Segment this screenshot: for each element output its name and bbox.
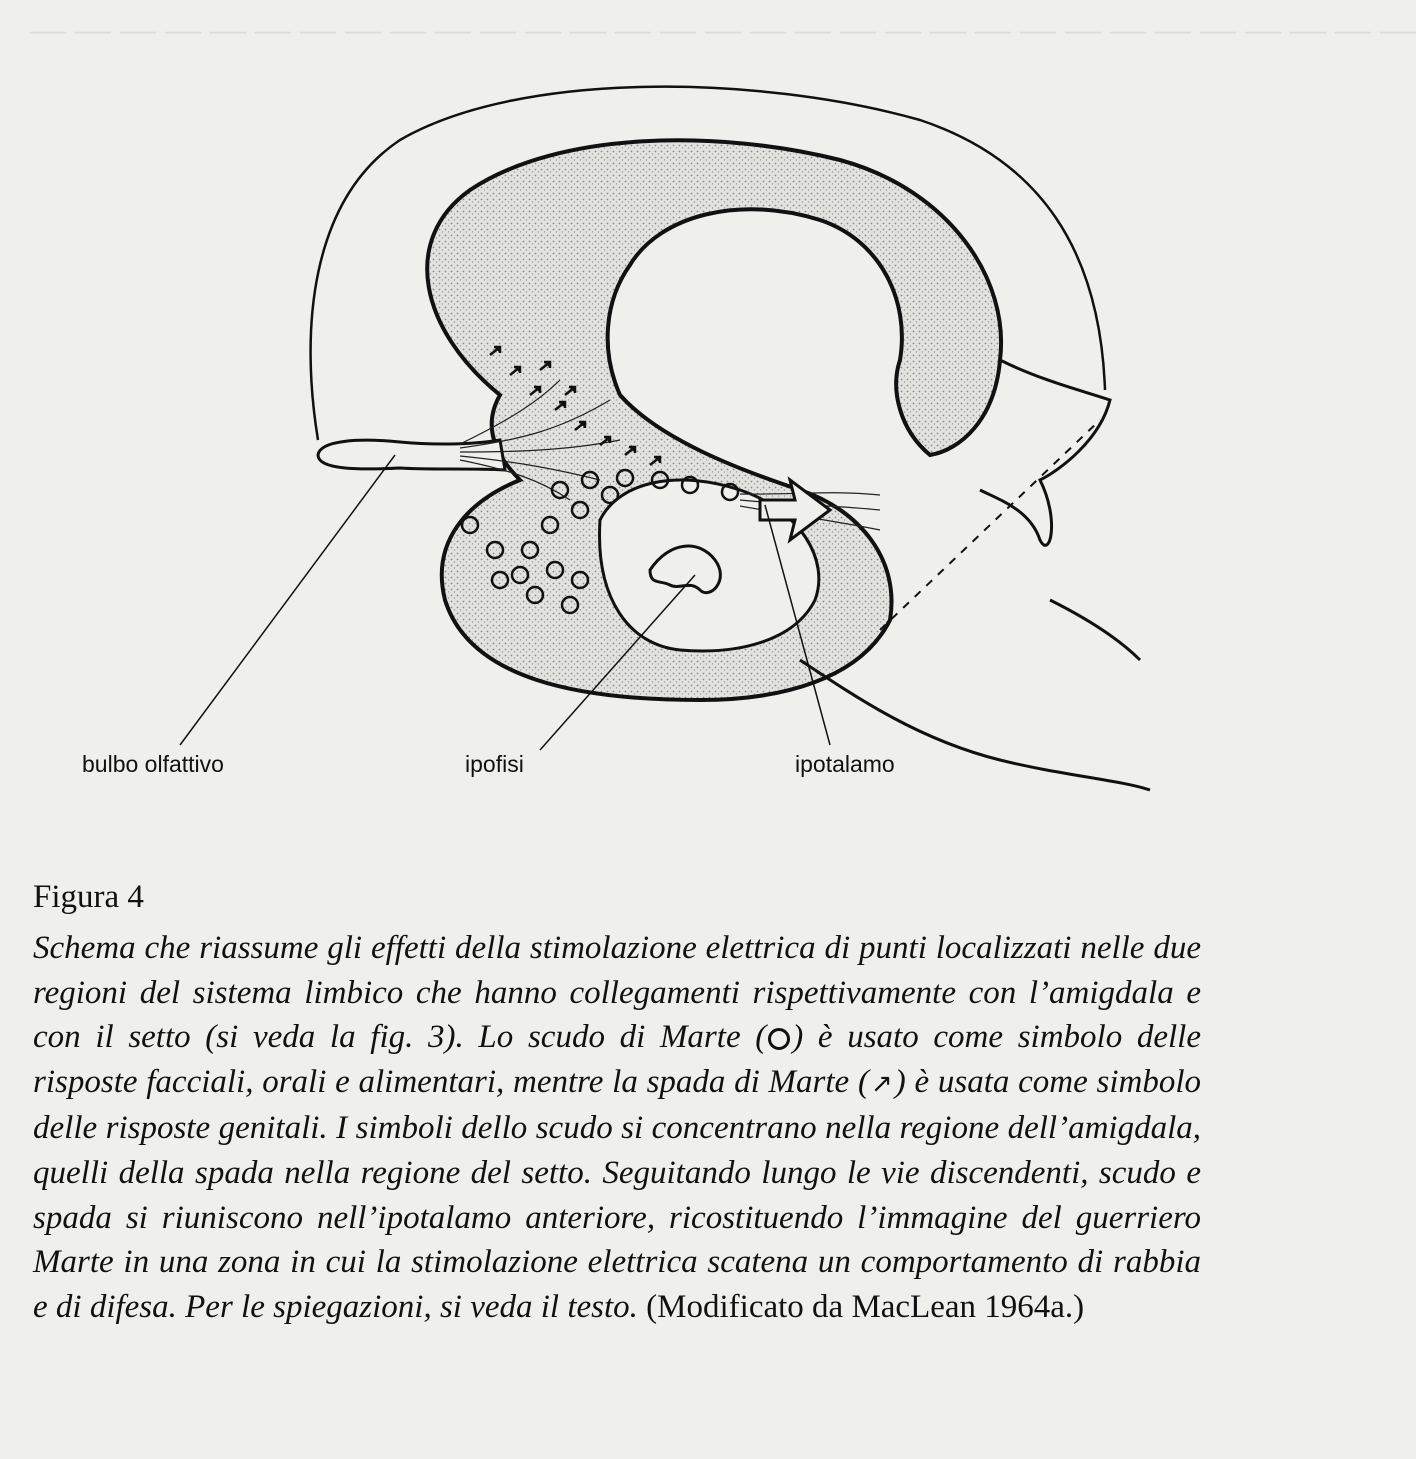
sword-arrow-icon: ↗	[870, 1068, 893, 1099]
figure-caption	[33, 926, 1201, 1329]
caption-text-2: ) è usato come simbolo delle risposte facciali, orali e alimentari, mentre la spada di Marte (	[33, 1019, 1201, 1100]
shield-circle-icon	[768, 1028, 790, 1050]
dashed-boundary	[880, 420, 1100, 630]
caption-text-1: Schema che riassume gli effetti della stimolazione elettrica di punti localizzati nelle due regioni del sistema limbico che hanno collegamenti rispettivamente con l’amigdala e con il setto (si veda la fig. 3). Lo scudo di Marte (	[33, 930, 1201, 1056]
label-olfactory-bulb: bulbo olfattivo	[82, 751, 224, 777]
label-hypothalamus: ipotalamo	[795, 751, 895, 777]
brainstem-outline	[980, 360, 1110, 545]
figure-title: Figura 4	[33, 879, 144, 915]
olfactory-bulb-shape	[318, 440, 505, 470]
caption-source: (Modificato da MacLean 1964a.)	[646, 1288, 1085, 1325]
label-pituitary: ipofisi	[465, 751, 524, 777]
caption-text-3: ) è usata come simbolo delle risposte genitali. I simboli dello scudo si concentrano nella regione dell’amigdala, quelli della spada nella regione del setto. Seguitando lungo le vie discendenti, scudo e spada si riuniscono nell’ipotalamo anteriore, ricostituendo l’immagine del guerriero Marte in una zona in cui la stimolazione elettrica scatena un comportamento di rabbia e di difesa. Per le spiegazioni, si veda il testo.	[33, 1063, 1201, 1325]
show-through-text: — — — — — — — — — — — — — — — — — — — — — — — — — — — — — — —	[30, 9, 1416, 49]
